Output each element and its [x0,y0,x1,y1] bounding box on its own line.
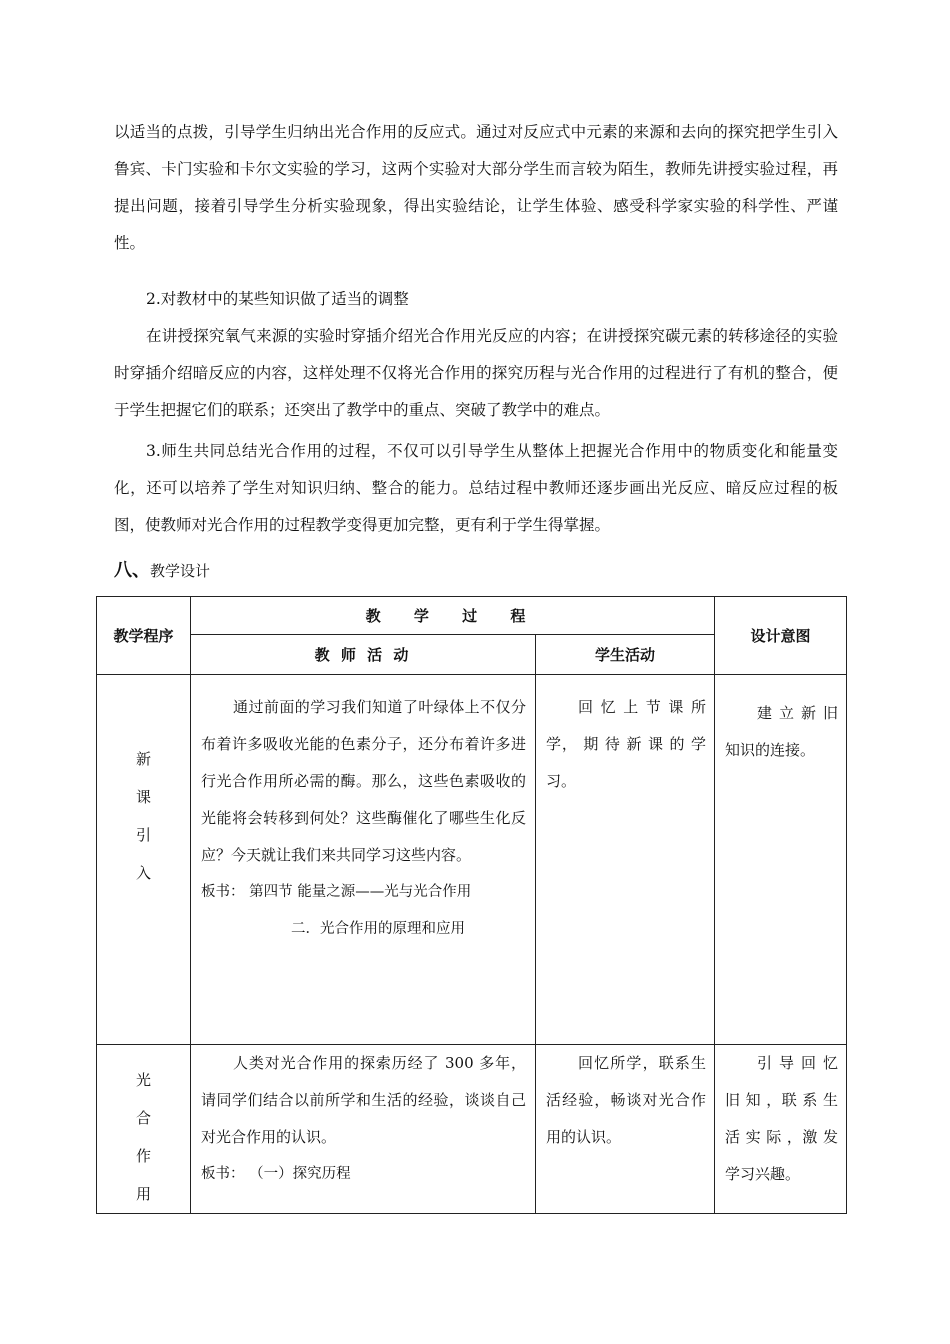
board-line-1: 板书： （一）探究历程 [201,1166,351,1182]
stage-char: 合 [135,1109,151,1127]
student-activity-cell [536,1045,715,1214]
stage-char: 引 [135,826,151,844]
header-procedure: 教学程序 [97,597,191,675]
stage-char: 作 [135,1147,151,1165]
table-row [97,675,847,1045]
stage-cell [97,1045,191,1214]
stage-char: 用 [135,1185,151,1203]
student-activity-text: 回忆所学，联系生活经验，畅谈对光合作用的认识。 [546,1054,707,1146]
student-activity-cell [536,675,715,1045]
teaching-design-table [96,596,847,1214]
section-number: 八、 [114,560,150,581]
body-paragraph-1: 以适当的点拨，引导学生归纳出光合作用的反应式。通过对反应式中元素的来源和去向的探究把学生引入鲁宾、卡门实验和卡尔文实验的学习，这两个实验对大部分学生而言较为陌生，教师先讲授实验过程，再提出问题，接着引导学生分析实验现象，得出实验结论，让学生体验、感受科学家实验的科学性、严谨性。 [114,123,838,252]
design-intent-text: 引 导 回 忆旧 知 ，联 系 生活 实 际 ，激 发学习兴趣。 [725,1054,839,1183]
section-title: 教学设计 [150,562,211,580]
point-2-title: 2.对教材中的某些知识做了适当的调整 [146,290,409,308]
header-student-activity: 学生活动 [536,635,715,675]
design-intent-text: 建 立 新 旧知识的连接。 [725,704,839,759]
header-intent: 设计意图 [715,597,847,675]
student-activity-text: 回 忆 上 节 课 所学， 期 待 新 课 的 学习。 [546,698,707,790]
stage-cell [97,675,191,1045]
teacher-activity-text: 人类对光合作用的探索历经了 300 多年，请同学们结合以前所学和生活的经验，谈谈自己对光合作用的认识。 [201,1054,526,1146]
teacher-activity-cell [191,675,536,1045]
teacher-activity-text: 通过前面的学习我们知道了叶绿体上不仅分布着许多吸收光能的色素分子，还分布着许多进行光合作用所必需的酶。那么，这些色素吸收的光能将会转移到何处？这些酶催化了哪些生化反应？今天就让我们来共同学习这些内容。 [201,698,526,864]
section-heading [114,556,210,582]
header-process: 教 学 过 程 [191,597,715,635]
stage-char: 新 [135,750,151,768]
teacher-activity-cell [191,1045,536,1214]
table-row [97,1045,847,1214]
header-teacher-activity: 教 师 活 动 [191,635,536,675]
design-intent-cell [715,1045,847,1214]
stage-char: 课 [135,788,151,806]
stage-char: 入 [135,864,151,882]
point-2-text: 在讲授探究氧气来源的实验时穿插介绍光合作用光反应的内容；在讲授探究碳元素的转移途径的实验时穿插介绍暗反应的内容，这样处理不仅将光合作用的探究历程与光合作用的过程进行了有机的整合，便于学生把握它们的联系；还突出了教学中的重点、突破了教学中的难点。 [114,327,838,419]
board-line-2: 二．光合作用的原理和应用 [291,921,465,937]
point-3-text: 3.师生共同总结光合作用的过程，不仅可以引导学生从整体上把握光合作用中的物质变化和能量变化，还可以培养了学生对知识归纳、整合的能力。总结过程中教师还逐步画出光反应、暗反应过程的板图，使教师对光合作用的过程教学变得更加完整，更有利于学生得掌握。 [114,442,838,534]
board-line-1: 板书： 第四节 能量之源——光与光合作用 [201,884,472,900]
stage-char: 光 [135,1071,151,1089]
design-intent-cell [715,675,847,1045]
